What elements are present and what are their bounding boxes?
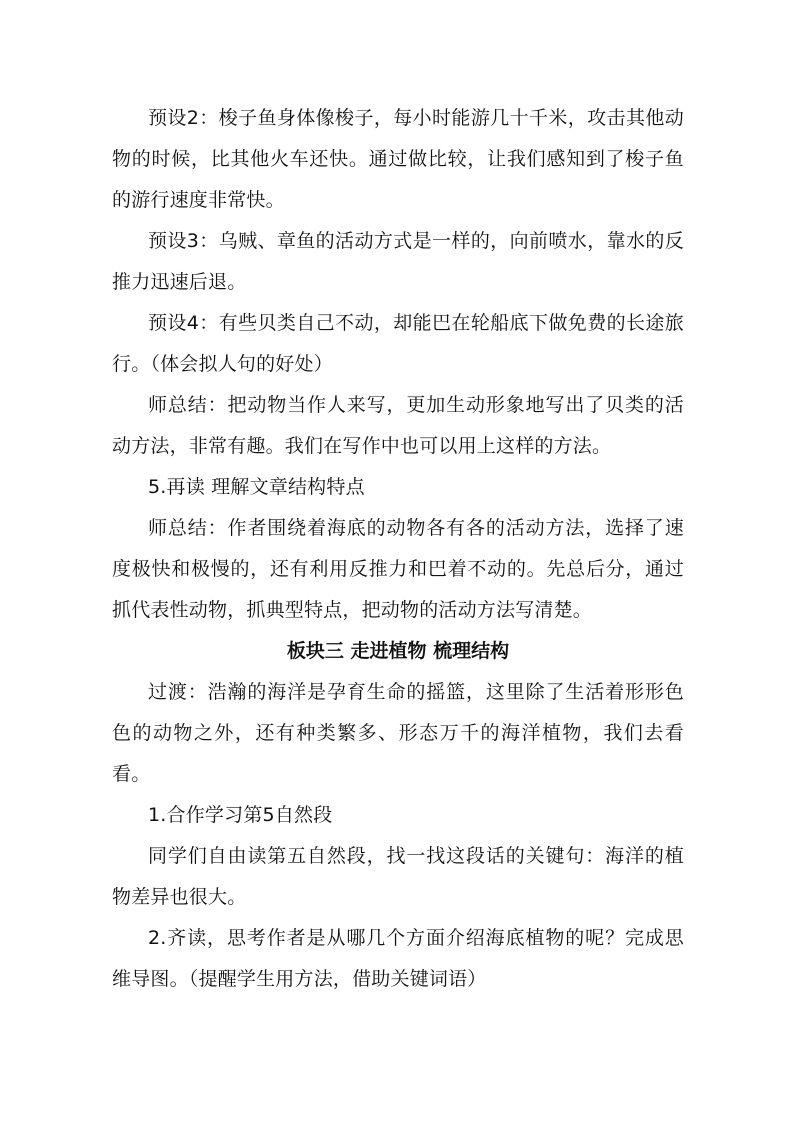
paragraph-step-2: 2.齐读，思考作者是从哪几个方面介绍海底植物的呢？完成思维导图。（提醒学生用方法，借助关键词语） [112,927,684,990]
document-body [112,98,684,1000]
paragraph-free-reading: 同学们自由读第五自然段，找一找这段话的关键句：海洋的植物差异也很大。 [112,845,684,908]
paragraph-teacher-summary-2: 师总结：作者围绕着海底的动物各有各的活动方法，选择了速度极快和极慢的，还有利用反推力和巴着不动的。先总后分，通过抓代表性动物，抓典型特点，把动物的活动方法写清楚。 [112,517,684,621]
paragraph-transition: 过渡：浩瀚的海洋是孕育生命的摇篮，这里除了生活着形形色色的动物之外，还有种类繁多、形态万千的海洋植物，我们去看看。 [112,681,684,785]
section-heading: 板块三 走进植物 梳理结构 [286,640,510,662]
paragraph-preset-2: 预设2：梭子鱼身体像梭子，每小时能游几十千米，攻击其他动物的时候，比其他火车还快。通过做比较，让我们感知到了梭子鱼的游行速度非常快。 [112,107,684,211]
paragraph-preset-3: 预设3：乌贼、章鱼的活动方式是一样的，向前喷水，靠水的反推力迅速后退。 [112,230,684,293]
paragraph-preset-4: 预设4：有些贝类自己不动，却能巴在轮船底下做免费的长途旅行。（体会拟人句的好处） [112,312,684,375]
paragraph-teacher-summary-1: 师总结：把动物当作人来写，更加生动形象地写出了贝类的活动方法，非常有趣。我们在写作中也可以用上这样的方法。 [112,394,684,457]
paragraph-step-5: 5.再读 理解文章结构特点 [148,476,365,498]
paragraph-step-1: 1.合作学习第5自然段 [148,804,333,826]
